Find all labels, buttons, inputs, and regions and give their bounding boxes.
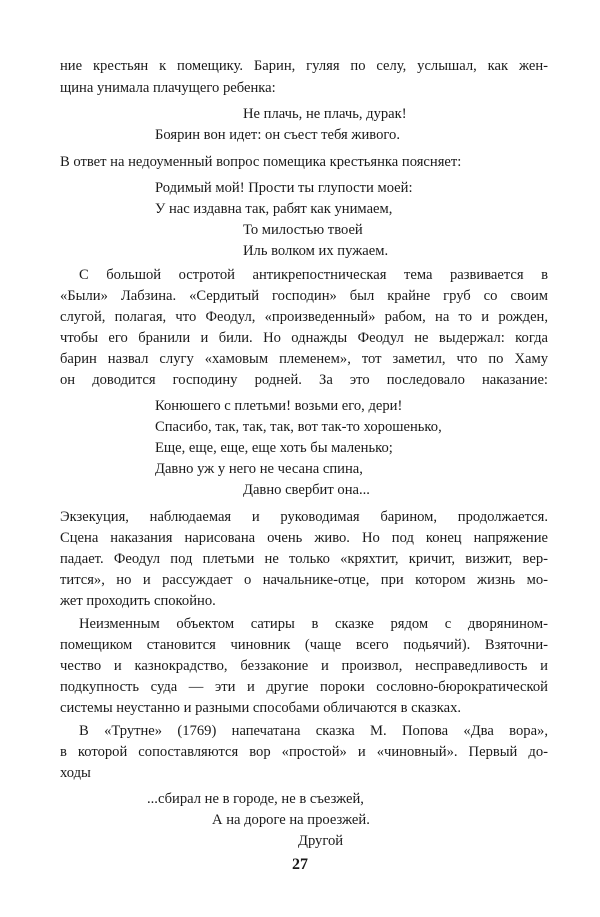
text-line: барин назвал слугу «хамовым племенем», тот заметил, что по Хаму	[60, 351, 548, 367]
text-line: системы неустанно и разными способами обличаются в сказках.	[60, 700, 462, 716]
text-line: «Были» Лабзина. «Сердитый господин» был крайне груб со своим	[60, 288, 548, 304]
text-line: В «Трутне» (1769) напечатана сказка М. Попова «Два вора»,	[79, 723, 548, 739]
verse-line: Давно свербит она...	[243, 482, 370, 498]
verse-line: Конюшего с плетьми! возьми его, дери!	[155, 398, 403, 414]
text-line: он доводится господину родней. За это последовало наказание:	[60, 372, 548, 388]
text-line: В ответ на недоуменный вопрос помещика крестьянка поясняет:	[60, 154, 462, 170]
verse-line: Иль волком их пужаем.	[243, 243, 389, 259]
text-line: тится», но и рассуждает о начальнике-отце, при котором жизнь мо-	[60, 572, 548, 588]
text-line: С большой остротой антикрепостническая тема развивается в	[79, 267, 548, 283]
verse-line: Еще, еще, еще, еще хоть бы маленько;	[155, 440, 393, 456]
verse-line: А на дороге на проезжей.	[212, 812, 370, 828]
verse-line: Давно уж у него не чесана спина,	[155, 461, 363, 477]
text-line: Экзекуция, наблюдаемая и руководимая барином, продолжается.	[60, 509, 548, 525]
text-line: помещиком становится чиновник (чаще всего подьячий). Взяточни-	[60, 637, 548, 653]
verse-line: Не плачь, не плачь, дурак!	[243, 106, 407, 122]
verse-line: Родимый мой! Прости ты глупости моей:	[155, 180, 413, 196]
text-line: жет проходить спокойно.	[60, 593, 216, 609]
page-number: 27	[292, 856, 308, 873]
verse-line: ...сбирал не в городе, не в съезжей,	[147, 791, 364, 807]
text-line: ние крестьян к помещику. Барин, гуляя по селу, услышал, как жен-	[60, 58, 548, 74]
text-line: падает. Феодул под плетьми не только «кряхтит, кричит, визжит, вер-	[60, 551, 548, 567]
verse-line: У нас издавна так, рабят как унимаем,	[155, 201, 393, 217]
text-line: чтобы его бранили и били. Но однажды Феодул не выдержал: когда	[60, 330, 548, 346]
text-line: Неизменным объектом сатиры в сказке рядом с дворянином-	[79, 616, 548, 632]
text-line: подкупность суда — эти и другие пороки сословно-бюрократической	[60, 679, 548, 695]
verse-line: То милостью твоей	[243, 222, 363, 238]
text-line: чество и казнокрадство, беззаконие и произвол, несправедливость и	[60, 658, 548, 674]
verse-line: Другой	[298, 833, 344, 849]
text-line: щина унимала плачущего ребенка:	[60, 80, 276, 96]
text-line: Сцена наказания нарисована очень живо. Но под конец напряжение	[60, 530, 548, 546]
verse-line: Спасибо, так, так, так, вот так-то хорошенько,	[155, 419, 442, 435]
text-line: ходы	[60, 765, 91, 781]
text-line: в которой сопоставляются вор «простой» и «чиновный». Первый до-	[60, 744, 548, 760]
verse-line: Боярин вон идет: он съест тебя живого.	[155, 127, 400, 143]
text-line: слугой, полагая, что Феодул, «произведенный» рабом, на то и рожден,	[60, 309, 548, 325]
